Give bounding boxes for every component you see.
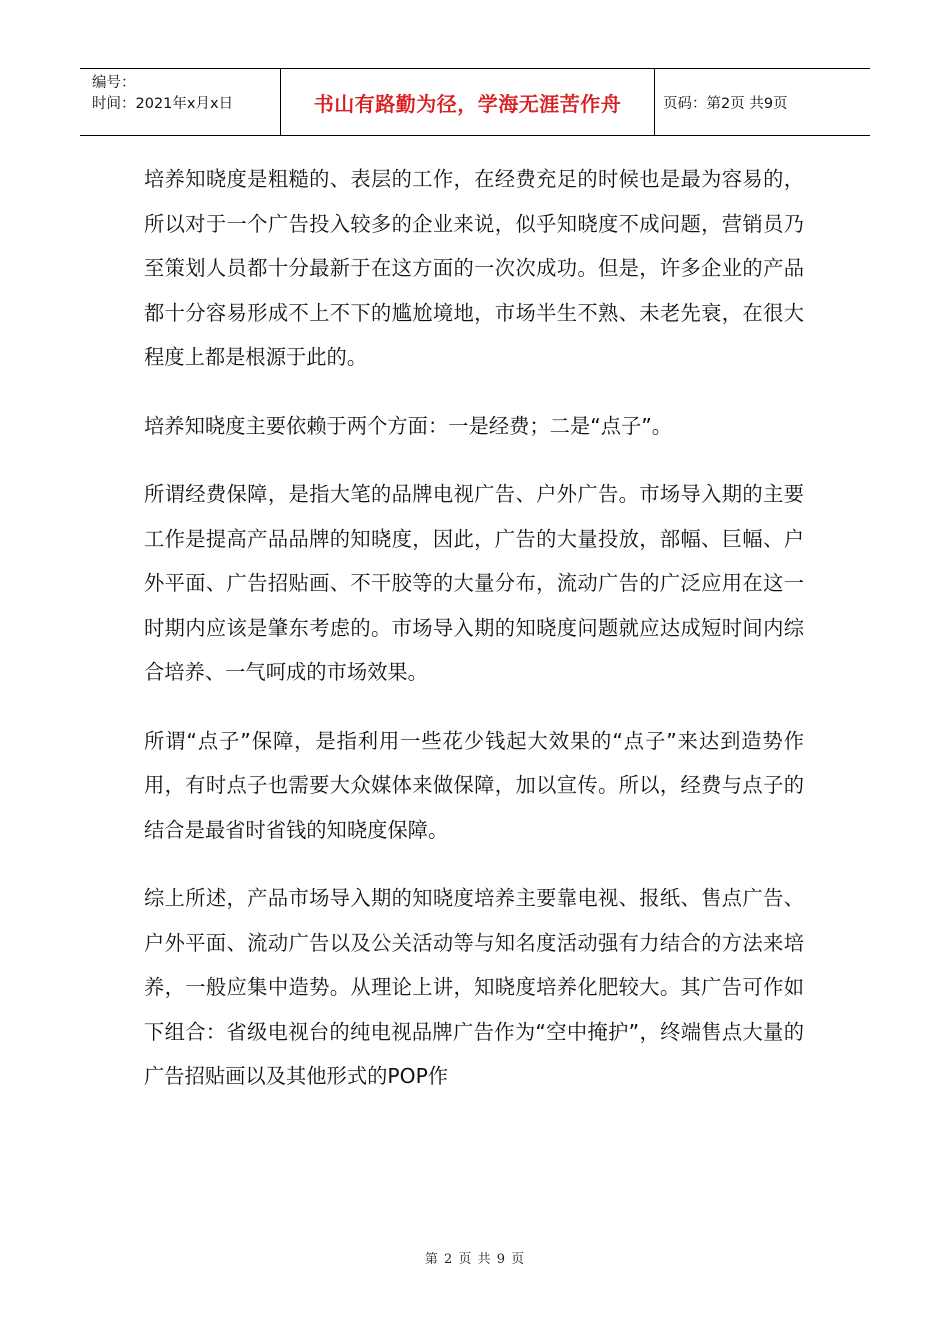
body-paragraph: 所谓经费保障，是指大笔的品牌电视广告、户外广告。市场导入期的主要工作是提高产品品牌的知晓度，因此，广告的大量投放，部幅、巨幅、户外平面、广告招贴画、不干胶等的大量分布，流动广告的广泛应用在这一时期内应该是肇东考虑的。市场导入期的知晓度问题就应达成短时间内综合培养、一气呵成的市场效果。 bbox=[144, 482, 804, 684]
page-footer: 第 2 页 共 9 页 bbox=[424, 1252, 526, 1267]
document-number-label: 编号： bbox=[92, 75, 136, 91]
header-page-cell bbox=[655, 69, 870, 135]
document-date-label: 时间：2021年x月x日 bbox=[92, 96, 234, 112]
body-paragraph: 培养知晓度是粗糙的、表层的工作，在经费充足的时候也是最为容易的，所以对于一个广告投入较多的企业来说，似乎知晓度不成问题，营销员乃至策划人员都十分最新于在这方面的一次次成功。但是，许多企业的产品都十分容易形成不上不下的尴尬境地，市场半生不熟、未老先衰，在很大程度上都是根源于此的。 bbox=[144, 167, 804, 369]
document-header bbox=[80, 68, 870, 136]
document-body bbox=[144, 157, 804, 1123]
body-paragraph: 培养知晓度主要依赖于两个方面：一是经费；二是“点子”。 bbox=[144, 413, 673, 438]
body-paragraph: 所谓“点子”保障，是指利用一些花少钱起大效果的“点子”来达到造势作用，有时点子也需要大众媒体来做保障，加以宣传。所以，经费与点子的结合是最省时省钱的知晓度保障。 bbox=[144, 728, 804, 842]
header-motto: 书山有路勤为径，学海无涯苦作舟 bbox=[313, 91, 622, 116]
header-page-number: 页码：第2页 共9页 bbox=[663, 95, 788, 112]
header-motto-cell bbox=[280, 69, 655, 135]
body-paragraph: 综上所述，产品市场导入期的知晓度培养主要靠电视、报纸、售点广告、户外平面、流动广告以及公关活动等与知名度活动强有力结合的方法来培养，一般应集中造势。从理论上讲，知晓度培养化肥较大。其广告可作如下组合：省级电视台的纯电视品牌广告作为“空中掩护”，终端售点大量的广告招贴画以及其他形式的POP作 bbox=[144, 886, 804, 1088]
header-meta bbox=[80, 69, 280, 135]
